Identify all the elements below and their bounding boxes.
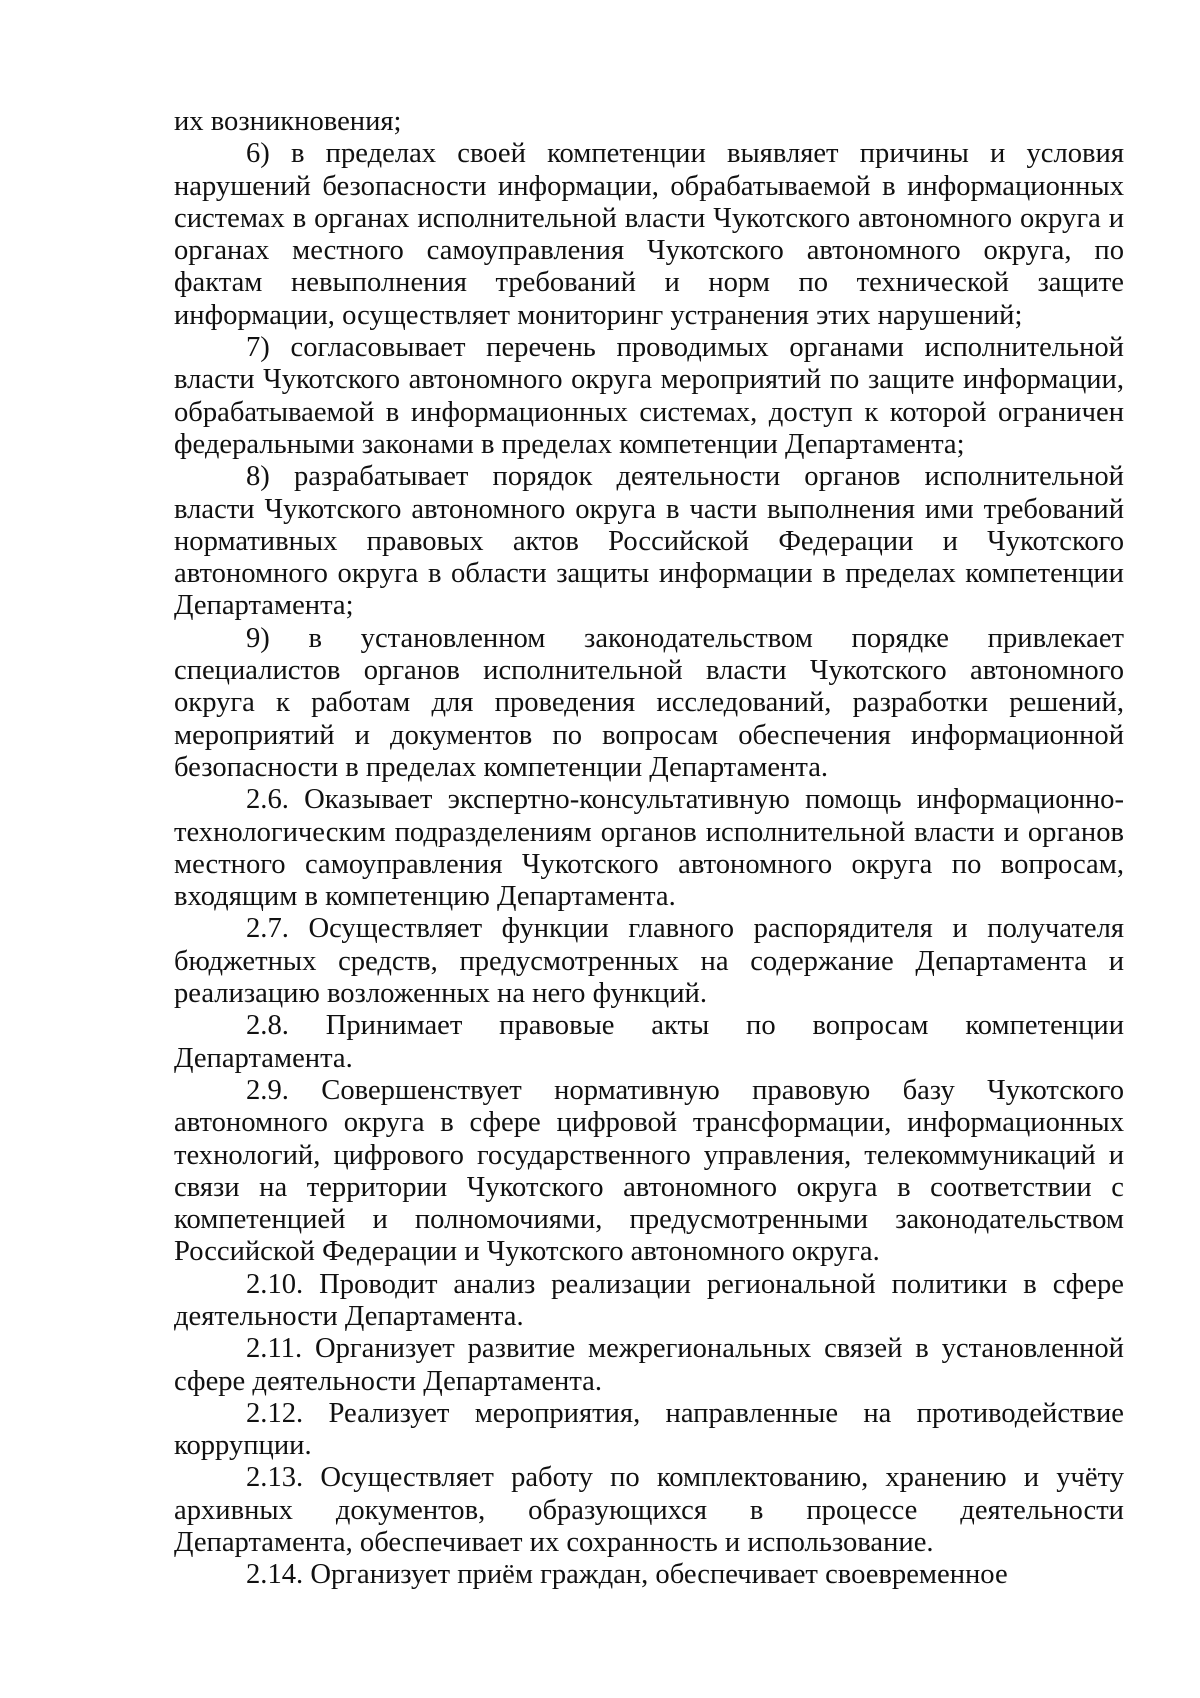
paragraph-2-8: 2.8. Принимает правовые акты по вопросам компетенции Департамента. — [174, 1010, 1124, 1074]
paragraph-2-13: 2.13. Осуществляет работу по комплектованию, хранению и учёту архивных документов, образующихся в процессе деятельности Департамента, обеспечивает их сохранность и использование. — [174, 1462, 1124, 1559]
paragraph-item-6: 6) в пределах своей компетенции выявляет причины и условия нарушений безопасности информации, обрабатываемой в информационных системах в органах исполнительной власти Чукотского автономного округа и органах местного самоуправления Чукотского автономного округа, по фактам невыполнения требований и норм по технической защите информации, осуществляет мониторинг устранения этих нарушений; — [174, 138, 1124, 331]
paragraph-continuation: их возникновения; — [174, 106, 402, 137]
paragraph-2-9: 2.9. Совершенствует нормативную правовую базу Чукотского автономного округа в сфере цифровой трансформации, информационных технологий, цифрового государственного управления, телекоммуникаций и связи на территории Чукотского автономного округа в соответствии с компетенцией и полномочиями, предусмотренными законодательством Российской Федерации и Чукотского автономного округа. — [174, 1074, 1124, 1268]
paragraph-2-7: 2.7. Осуществляет функции главного распорядителя и получателя бюджетных средств, предусмотренных на содержание Департамента и реализацию возложенных на него функций. — [174, 913, 1124, 1010]
paragraph-item-9: 9) в установленном законодательством порядке привлекает специалистов органов исполнительной власти Чукотского автономного округа к работам для проведения исследований, разработки решений, мероприятий и документов по вопросам обеспечения информационной безопасности в пределах компетенции Департамента. — [174, 622, 1124, 783]
document-page — [174, 106, 1124, 1592]
paragraph-2-12: 2.12. Реализует мероприятия, направленные на противодействие коррупции. — [174, 1397, 1124, 1462]
paragraph-2-14: 2.14. Организует приём граждан, обеспечивает своевременное — [246, 1559, 1008, 1591]
paragraph-2-10: 2.10. Проводит анализ реализации региональной политики в сфере деятельности Департамента. — [174, 1268, 1124, 1332]
paragraph-2-11: 2.11. Организует развитие межрегиональных связей в установленной сфере деятельности Департамента. — [174, 1333, 1124, 1397]
paragraph-2-6: 2.6. Оказывает экспертно-консультативную помощь информационно-технологическим подразделениям органов исполнительной власти и органов местного самоуправления Чукотского автономного округа по вопросам, входящим в компетенцию Департамента. — [174, 784, 1124, 913]
paragraph-item-8: 8) разрабатывает порядок деятельности органов исполнительной власти Чукотского автономного округа в части выполнения ими требований нормативных правовых актов Российской Федерации и Чукотского автономного округа в области защиты информации в пределах компетенции Департамента; — [174, 461, 1124, 622]
paragraph-item-7: 7) согласовывает перечень проводимых органами исполнительной власти Чукотского автономного округа мероприятий по защите информации, обрабатываемой в информационных системах, доступ к которой ограничен федеральными законами в пределах компетенции Департамента; — [174, 332, 1124, 460]
